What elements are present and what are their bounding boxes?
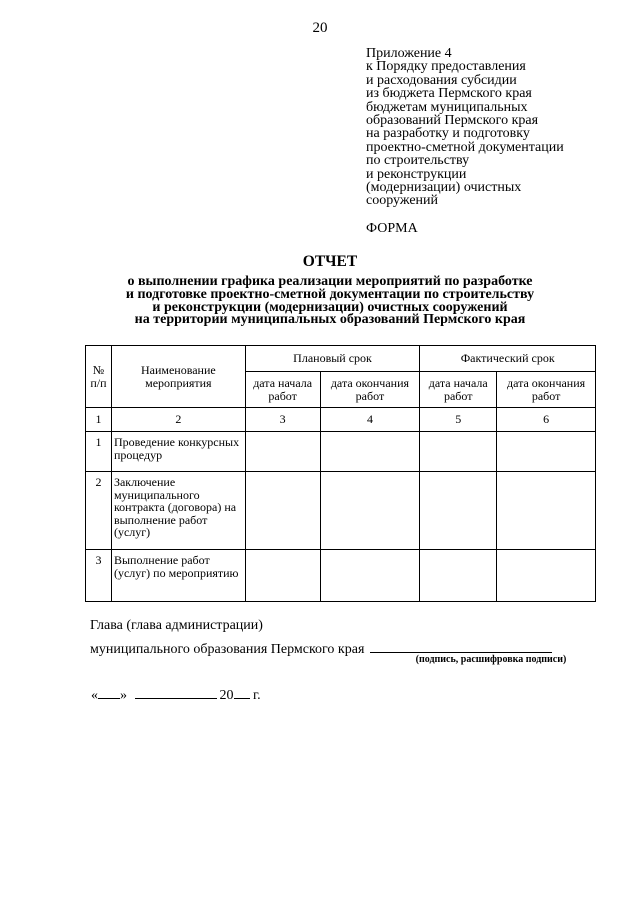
row-name: Заключение муниципального контракта (договора) на выполнение работ (услуг) bbox=[111, 472, 245, 550]
row-num: 1 bbox=[86, 432, 112, 472]
header-planned: Плановый срок bbox=[245, 346, 420, 372]
appendix-line: из бюджета Пермского края bbox=[366, 86, 532, 102]
table-row bbox=[86, 550, 596, 602]
table-row bbox=[86, 472, 596, 550]
table-numbering-row bbox=[86, 408, 596, 432]
cell-planned-start bbox=[245, 432, 320, 472]
appendix-line: на разработку и подготовку bbox=[366, 126, 530, 142]
table-header-row bbox=[86, 346, 596, 372]
cell-actual-end bbox=[497, 472, 596, 550]
appendix-line: проектно-сметной документации bbox=[366, 139, 564, 155]
date-close-quote: » bbox=[120, 688, 127, 703]
signature-block bbox=[90, 618, 610, 658]
header-planned-end: дата окончания работ bbox=[320, 372, 420, 408]
appendix-line: сооружений bbox=[366, 193, 439, 209]
subtitle-line: и реконструкции (модернизации) очистных сооружений bbox=[152, 299, 508, 315]
appendix-line: бюджетам муниципальных bbox=[366, 99, 528, 115]
cell-actual-start bbox=[420, 432, 497, 472]
page-number: 20 bbox=[312, 20, 328, 36]
signature-caption: (подпись, расшифровка подписи) bbox=[415, 654, 567, 665]
signature-field[interactable] bbox=[370, 638, 552, 653]
subtitle-line: о выполнении графика реализации мероприятий по разработке bbox=[127, 274, 533, 289]
appendix-line: и реконструкции bbox=[366, 166, 467, 182]
date-open-quote: « bbox=[91, 688, 98, 703]
column-number: 3 bbox=[245, 408, 320, 432]
header-planned-start: дата начала работ bbox=[245, 372, 320, 408]
report-subtitle bbox=[0, 276, 640, 327]
appendix-line: образований Пермского края bbox=[366, 113, 539, 129]
signature-org: муниципального образования Пермского края bbox=[90, 642, 365, 657]
year-prefix: 20 bbox=[219, 688, 234, 703]
column-number: 4 bbox=[320, 408, 420, 432]
cell-planned-start bbox=[245, 472, 320, 550]
report-title: ОТЧЕТ bbox=[302, 253, 358, 270]
column-number: 5 bbox=[420, 408, 497, 432]
appendix-line: по строительству bbox=[366, 153, 470, 169]
column-number: 2 bbox=[111, 408, 245, 432]
row-name: Проведение конкурсных процедур bbox=[111, 432, 245, 472]
column-number: 6 bbox=[497, 408, 596, 432]
header-actual-end: дата окончания работ bbox=[497, 372, 596, 408]
cell-actual-end bbox=[497, 550, 596, 602]
appendix-line: к Порядку предоставления bbox=[366, 59, 526, 75]
subtitle-line: на территории муниципальных образований Пермского края bbox=[134, 312, 526, 328]
cell-actual-start bbox=[420, 550, 497, 602]
appendix-header bbox=[366, 47, 626, 208]
row-name: Выполнение работ (услуг) по мероприятию bbox=[111, 550, 245, 602]
header-actual: Фактический срок bbox=[420, 346, 596, 372]
cell-actual-start bbox=[420, 472, 497, 550]
table-row bbox=[86, 432, 596, 472]
year-suffix: г. bbox=[253, 688, 261, 703]
date-line bbox=[91, 685, 261, 704]
header-actual-start: дата начала работ bbox=[420, 372, 497, 408]
cell-planned-start bbox=[245, 550, 320, 602]
month-field[interactable] bbox=[135, 685, 217, 699]
cell-planned-end bbox=[320, 432, 420, 472]
subtitle-line: и подготовке проектно-сметной документации по строительству bbox=[125, 286, 535, 302]
report-table bbox=[85, 345, 596, 602]
appendix-line: Приложение 4 bbox=[366, 46, 452, 61]
header-num: № п/п bbox=[86, 346, 112, 408]
signature-title: Глава (глава администрации) bbox=[90, 618, 263, 633]
column-number: 1 bbox=[86, 408, 112, 432]
header-name: Наименование мероприятия bbox=[111, 346, 245, 408]
year-field[interactable] bbox=[234, 685, 250, 699]
appendix-line: (модернизации) очистных bbox=[366, 180, 522, 196]
cell-actual-end bbox=[497, 432, 596, 472]
form-label: ФОРМА bbox=[366, 221, 418, 236]
row-num: 2 bbox=[86, 472, 112, 550]
row-num: 3 bbox=[86, 550, 112, 602]
cell-planned-end bbox=[320, 550, 420, 602]
appendix-line: и расходования субсидии bbox=[366, 72, 517, 88]
cell-planned-end bbox=[320, 472, 420, 550]
day-field[interactable] bbox=[98, 685, 120, 699]
